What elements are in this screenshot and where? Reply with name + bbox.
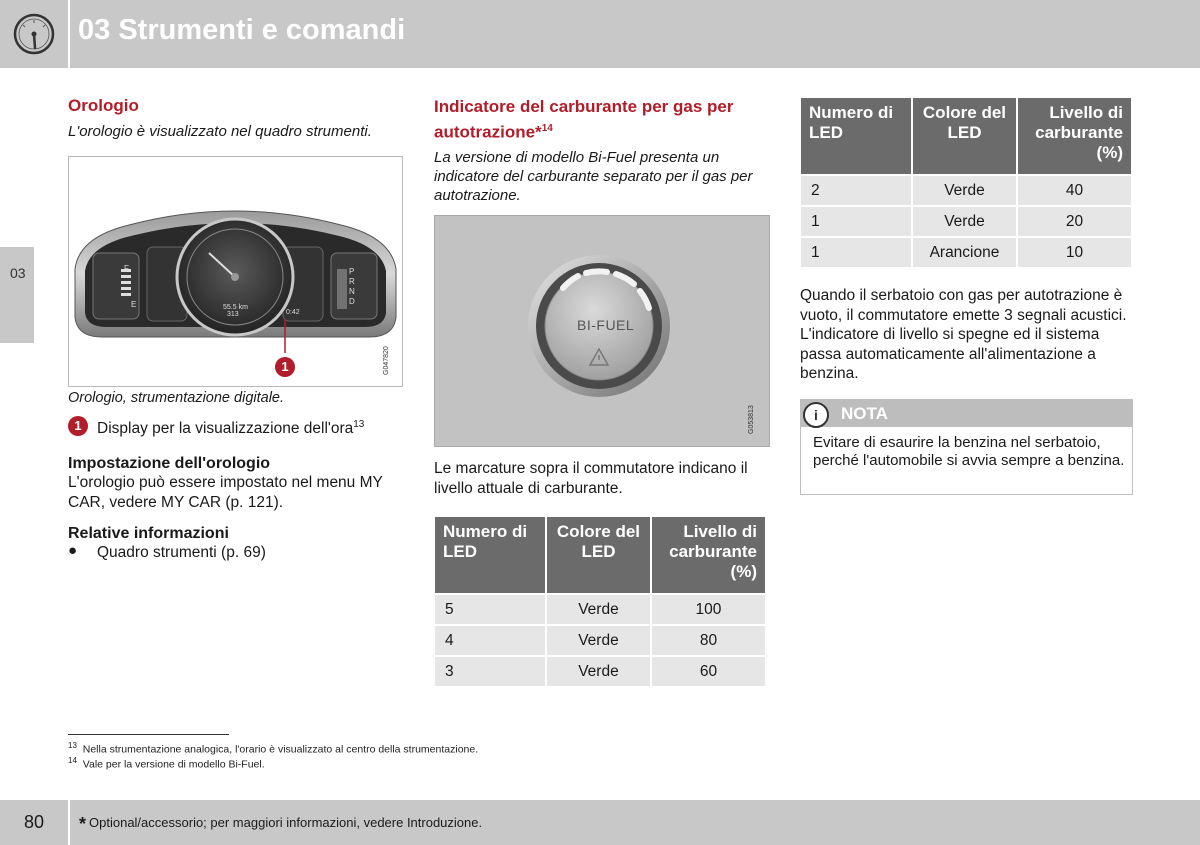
table-cell: Arancione bbox=[913, 238, 1016, 267]
chapter-side-tab bbox=[0, 247, 34, 343]
chapter-title: 03 Strumenti e comandi bbox=[78, 14, 406, 46]
table-cell: 40 bbox=[1018, 176, 1131, 205]
chapter-icon-box bbox=[0, 0, 68, 68]
gear-label-p: P bbox=[349, 267, 355, 276]
table-cell: 2 bbox=[801, 176, 911, 205]
page-footer bbox=[0, 800, 1200, 845]
footnote-text: Nella strumentazione analogica, l'orario è visualizzato al centro della strumentazione. bbox=[82, 743, 479, 756]
markings-text: Le marcature sopra il commutatore indicano il livello attuale di carburante. bbox=[434, 460, 748, 497]
instrument-cluster-figure bbox=[68, 156, 403, 387]
table-cell: 60 bbox=[652, 657, 765, 686]
table-cell: 80 bbox=[652, 626, 765, 655]
figure-code: G047820 bbox=[383, 346, 390, 375]
table-cell: Verde bbox=[547, 595, 650, 624]
table-cell: 3 bbox=[435, 657, 545, 686]
subheading-clock-setting: Impostazione dell'orologio bbox=[68, 455, 271, 472]
footer-note-text: Optional/accessorio; per maggiori informazioni, vedere Introduzione. bbox=[89, 815, 483, 830]
gear-label-r: R bbox=[349, 277, 355, 286]
gauge-label-f: F bbox=[124, 264, 129, 273]
table-cell: 4 bbox=[435, 626, 545, 655]
section-heading-clock: Orologio bbox=[68, 96, 139, 115]
page-number: 80 bbox=[24, 812, 45, 832]
table-row bbox=[801, 176, 1131, 205]
asterisk-mark: * bbox=[79, 814, 87, 834]
header-divider bbox=[68, 0, 70, 68]
gear-label-n: N bbox=[349, 287, 355, 296]
table-cell: Verde bbox=[547, 657, 650, 686]
column-1 bbox=[68, 96, 403, 141]
bifuel-button-label: BI-FUEL bbox=[577, 317, 635, 333]
callout-badge-figure: 1 bbox=[275, 357, 295, 377]
footnote-divider bbox=[68, 734, 229, 735]
column-header-led-count: Numero di LED bbox=[435, 517, 545, 593]
table-row bbox=[435, 657, 765, 686]
gear-label-d: D bbox=[349, 297, 355, 306]
footer-divider bbox=[68, 800, 70, 845]
footnote-14 bbox=[68, 756, 265, 771]
table-header-row bbox=[435, 517, 765, 593]
gauge-label-e: E bbox=[131, 300, 137, 309]
figure-caption: Orologio, strumentazione digitale. bbox=[68, 390, 285, 406]
column-header-led-color: Colore del LED bbox=[913, 98, 1016, 174]
table-cell: 1 bbox=[801, 207, 911, 236]
note-header bbox=[801, 400, 1132, 427]
table-cell: 1 bbox=[801, 238, 911, 267]
led-table-1 bbox=[433, 515, 767, 688]
table-cell: 5 bbox=[435, 595, 545, 624]
column-2 bbox=[434, 96, 769, 205]
section-heading-gas-gauge bbox=[434, 96, 769, 144]
table-row bbox=[801, 207, 1131, 236]
column-header-fuel-level: Livello di carburante (%) bbox=[652, 517, 765, 593]
table-row bbox=[435, 595, 765, 624]
trip-readout: 55.5 km bbox=[223, 304, 248, 311]
info-icon: i bbox=[803, 402, 829, 428]
clock-readout: 0:42 bbox=[286, 309, 300, 316]
related-info-link[interactable]: Quadro strumenti (p. 69) bbox=[97, 544, 266, 561]
footnote-text: Vale per la versione di modello Bi-Fuel. bbox=[82, 758, 265, 771]
page-header bbox=[0, 0, 1200, 68]
heading-gas-text: Indicatore del carburante per gas per autotrazione* bbox=[434, 97, 734, 142]
column-header-led-color: Colore del LED bbox=[547, 517, 650, 593]
table-row bbox=[435, 626, 765, 655]
clock-setting-text: L'orologio può essere impostato nel menu MY CAR, vedere MY CAR (p. 121). bbox=[68, 474, 383, 511]
callout-badge: 1 bbox=[68, 416, 88, 436]
related-info-item[interactable] bbox=[68, 543, 403, 563]
note-title: NOTA bbox=[841, 404, 888, 423]
callout-footnote-ref: 13 bbox=[353, 419, 365, 430]
callout-description bbox=[97, 415, 364, 439]
bullet-icon: ● bbox=[68, 542, 78, 559]
speedometer-icon bbox=[0, 0, 68, 68]
led-table-2 bbox=[799, 96, 1133, 269]
column-header-led-count: Numero di LED bbox=[801, 98, 911, 174]
footnote-13 bbox=[68, 741, 478, 756]
table-cell: 20 bbox=[1018, 207, 1131, 236]
table-cell: Verde bbox=[547, 626, 650, 655]
callout-row bbox=[68, 414, 403, 436]
table-cell: 100 bbox=[652, 595, 765, 624]
odometer-readout: 313 bbox=[227, 311, 239, 318]
table-cell: 10 bbox=[1018, 238, 1131, 267]
figure-code: G053813 bbox=[748, 405, 755, 434]
footnote-number: 14 bbox=[68, 756, 77, 765]
heading-footnote-ref: 14 bbox=[541, 123, 553, 134]
section-intro-bifuel: La versione di modello Bi-Fuel presenta un indicatore del carburante separato per il gas per autotrazione. bbox=[434, 148, 753, 204]
subheading-related-info: Relative informazioni bbox=[68, 525, 229, 542]
column-1-body bbox=[68, 389, 403, 563]
section-intro-clock: L'orologio è visualizzato nel quadro strumenti. bbox=[68, 123, 372, 140]
chapter-tab-label: 03 bbox=[10, 265, 26, 281]
footnote-number: 13 bbox=[68, 741, 77, 750]
table-cell: Verde bbox=[913, 207, 1016, 236]
bifuel-button-figure bbox=[434, 215, 770, 447]
callout-text: Display per la visualizzazione dell'ora bbox=[97, 420, 354, 438]
note-text: Evitare di esaurire la benzina nel serbatoio, perché l'automobile si avvia sempre a benzina. bbox=[813, 434, 1125, 469]
footer-note bbox=[79, 814, 482, 835]
table-row bbox=[801, 238, 1131, 267]
table-header-row bbox=[801, 98, 1131, 174]
note-box bbox=[800, 399, 1133, 495]
tank-empty-text: Quando il serbatoio con gas per autotrazione è vuoto, il commutatore emette 3 segnali acustici. L'indicatore di livello si spegne ed il sistema passa automaticamente all'alimentazione a benzina. bbox=[800, 287, 1127, 382]
table-cell: Verde bbox=[913, 176, 1016, 205]
column-header-fuel-level: Livello di carburante (%) bbox=[1018, 98, 1131, 174]
